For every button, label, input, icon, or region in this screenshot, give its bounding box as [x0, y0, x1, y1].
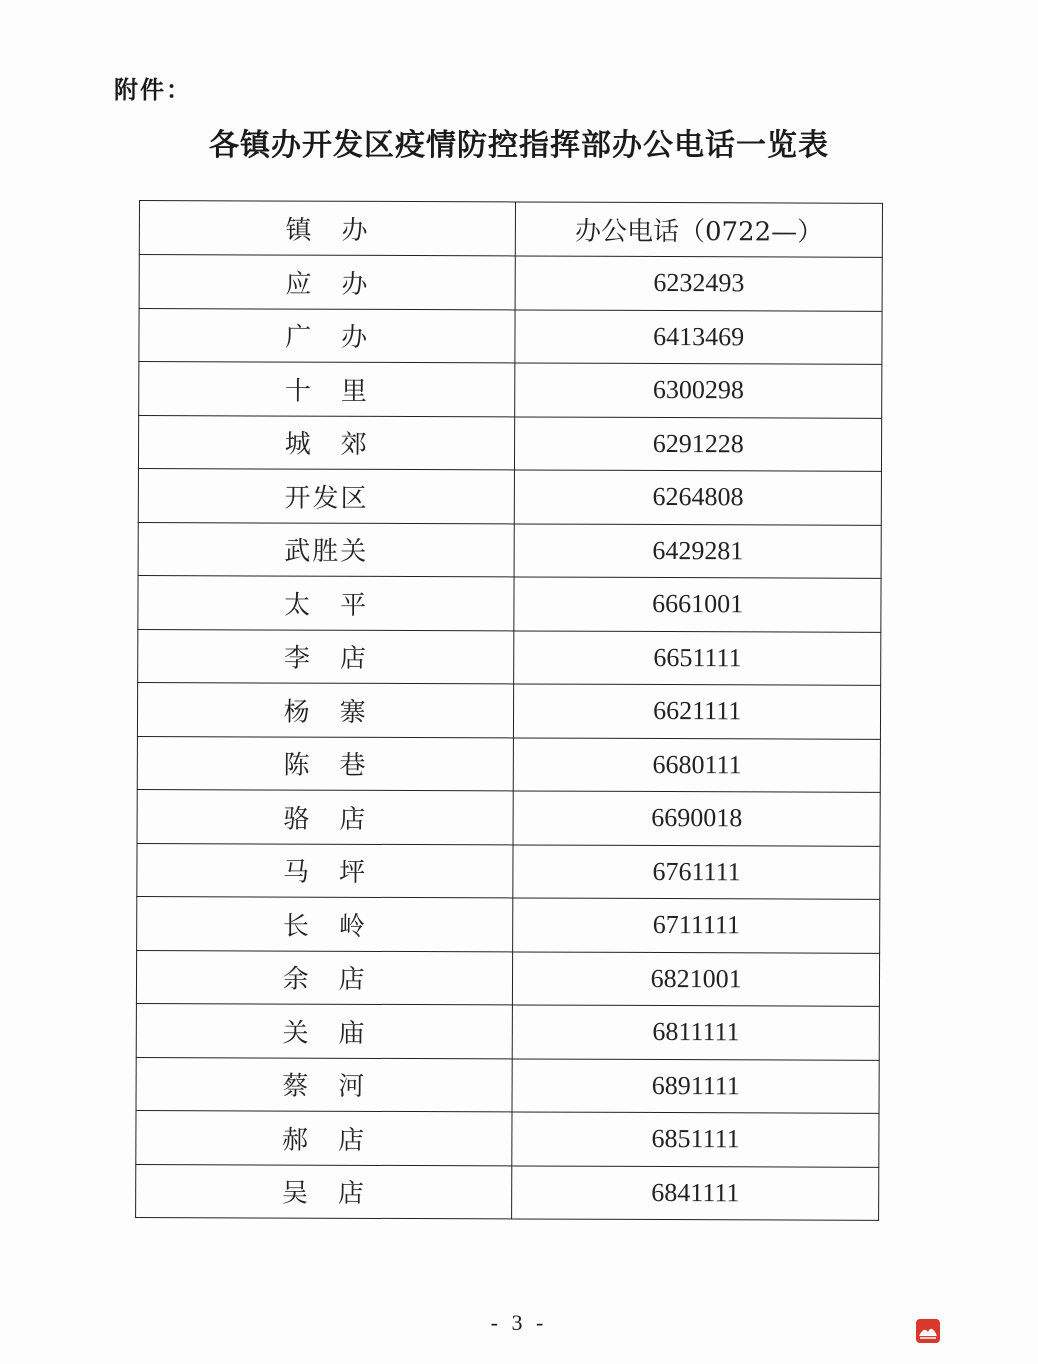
- town-cell: 城 郊: [138, 415, 515, 470]
- phone-cell: 6690018: [513, 791, 880, 846]
- table-row: [136, 950, 879, 1006]
- header-town: 镇 办: [139, 201, 516, 256]
- header-phone: 办公电话（0722—）: [516, 202, 883, 257]
- town-cell: 李 店: [138, 629, 515, 684]
- page-number: - 3 -: [490, 1310, 548, 1335]
- table-row: [139, 362, 882, 418]
- town-cell: 骆 店: [137, 789, 514, 844]
- phone-cell: 6661001: [514, 577, 881, 632]
- table-row: [136, 1110, 879, 1166]
- table-row: [138, 522, 881, 578]
- table-row: [137, 843, 880, 899]
- town-cell: 陈 巷: [137, 736, 514, 791]
- phone-cell: 6841111: [512, 1165, 879, 1220]
- table-row: [139, 308, 882, 364]
- phone-cell: 6429281: [514, 523, 881, 578]
- table-row: [138, 415, 881, 471]
- page-title: 各镇办开发区疫情防控指挥部办公电话一览表: [209, 128, 829, 163]
- table-row: [137, 789, 880, 845]
- town-cell: 杨 寨: [137, 682, 514, 737]
- phone-cell: 6851111: [512, 1112, 879, 1167]
- phone-cell: 6413469: [515, 309, 882, 364]
- phone-cell: 6291228: [515, 416, 882, 471]
- town-cell: 吴 店: [136, 1164, 513, 1219]
- town-cell: 开发区: [138, 468, 515, 523]
- table-body: [136, 255, 883, 1221]
- table-row: [137, 896, 880, 952]
- app-logo-icon: [915, 1318, 941, 1344]
- town-cell: 十 里: [139, 362, 516, 417]
- phone-cell: 6264808: [515, 470, 882, 525]
- town-cell: 武胜关: [138, 522, 515, 577]
- table-row: [138, 575, 881, 631]
- table-row: [136, 1164, 879, 1220]
- table-row: [138, 629, 881, 685]
- phone-cell: 6761111: [513, 844, 880, 899]
- town-cell: 应 办: [139, 255, 516, 310]
- phone-cell: 6300298: [515, 363, 882, 418]
- town-cell: 关 庙: [136, 1003, 513, 1058]
- phone-cell: 6680111: [514, 737, 881, 792]
- attachment-label: 附件：: [114, 76, 192, 104]
- table-row: [138, 468, 881, 524]
- phone-cell: 6891111: [512, 1058, 879, 1113]
- table-row: [136, 1057, 879, 1113]
- table-row: [137, 682, 880, 738]
- town-cell: 蔡 河: [136, 1057, 513, 1112]
- phone-cell: 6821001: [513, 951, 880, 1006]
- phone-cell: 6232493: [515, 256, 882, 311]
- phone-cell: 6711111: [513, 898, 880, 953]
- phone-cell: 6651111: [514, 630, 881, 685]
- phone-cell: 6621111: [514, 684, 881, 739]
- town-cell: 郝 店: [136, 1110, 513, 1165]
- phone-table: [135, 200, 883, 1221]
- town-cell: 马 坪: [137, 843, 514, 898]
- phone-cell: 6811111: [513, 1005, 880, 1060]
- town-cell: 太 平: [138, 575, 515, 630]
- table-row: [139, 255, 882, 311]
- table-row: [137, 736, 880, 792]
- town-cell: 余 店: [136, 950, 513, 1005]
- table-header-row: [139, 201, 882, 258]
- table-row: [136, 1003, 879, 1059]
- town-cell: 长 岭: [137, 896, 514, 951]
- town-cell: 广 办: [139, 308, 516, 363]
